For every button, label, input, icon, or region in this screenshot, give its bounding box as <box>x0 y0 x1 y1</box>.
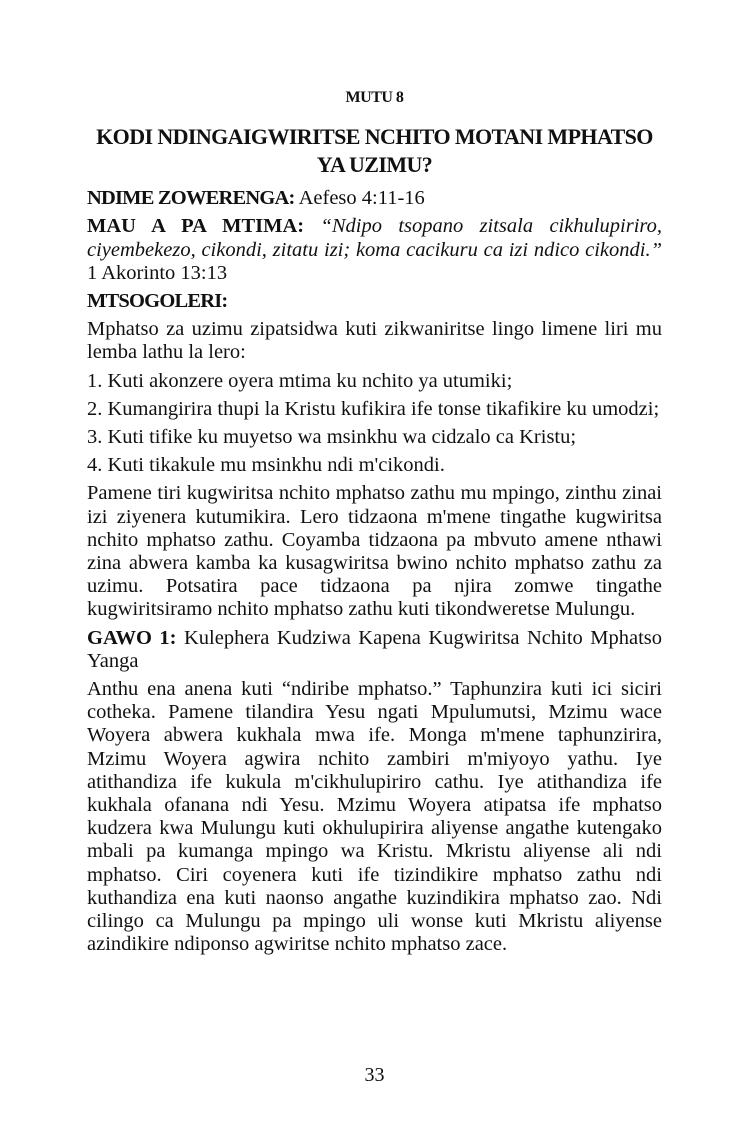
reading-value: Aefeso 4:11-16 <box>298 187 425 210</box>
reading-label: NDIME ZOWERENGA: <box>87 187 295 210</box>
memory-verse-reference: 1 Akorinto 13:13 <box>87 261 228 284</box>
section-title: Kulephera Kudziwa Kapena Kugwiritsa Nchito Mphatso Yanga <box>87 626 662 672</box>
section-label: GAWO 1: <box>87 626 177 649</box>
page-body <box>87 86 662 962</box>
list-item: 3. Kuti tifike ku muyetso wa msinkhu wa cidzalo ca Kristu; <box>87 426 577 449</box>
section-heading <box>87 627 662 673</box>
memory-verse-quote: “Ndipo tsopano zitsala cikhulupiriro, ciyembekezo, cikondi, zitatu izi; koma cacikuru ca izi ndico cikondi.” <box>87 215 662 261</box>
list-item: 4. Kuti tikakule mu msinkhu ndi m'cikondi. <box>87 454 445 477</box>
intro-heading: MTSOGOLERI: <box>87 290 228 313</box>
list-item: 2. Kumangirira thupi la Kristu kufikira ife tonse tikafikire ku umodzi; <box>87 397 660 420</box>
body-paragraph: Pamene tiri kugwiritsa nchito mphatso zathu mu mpingo, zinthu zinai izi ziyenera kutumikira. Lero tidzaona m'mene tingathe kugwiritsa nchito mphatso zathu. Coyamba tidzaona pa mbvuto amene nthawi zina abwera kamba ka kusagwiritsa bwino nchito mphatso zathu za uzimu. Potsatira pace tidzaona pa njira zomwe tingathe kugwiritsiramo nchito mphatso zathu kuti tikondweretse Mulungu. <box>87 482 662 621</box>
memory-verse <box>87 215 662 285</box>
page-number: 33 <box>364 1064 385 1086</box>
memory-verse-label: MAU A PA MTIMA: <box>87 215 305 238</box>
chapter-label: MUTU 8 <box>345 89 404 106</box>
body-paragraph: Anthu ena anena kuti “ndiribe mphatso.” Taphunzira kuti ici siciri cotheka. Pamene tilandira Yesu ngati Mpulumutsi, Mzimu wace Woyera abwera kukhala mwa ife. Monga m'mene taphunzirira, Mzimu Woyera agwira nchito zambiri m'miyoyo yathu. Iye atithandiza ife kukula m'cikhulupiriro cathu. Iye atithandiza ife kukhala ofanana ndi Yesu. Mzimu Woyera atipatsa ife mphatso kudzera kwa Mulungu kuti okhulupirira aliyense angathe kutengako mbali pa kumanga mpingo wa Kristu. Mkristu aliyense ali ndi mphatso. Ciri coyenera kuti ife tizindikire mphatso zathu ndi kuthandiza ena kuti naonso angathe kuzindikira mphatso zao. Ndi cilingo ca Mulungu pa mpingo uli wonse kuti Mkristu aliyense azindikire ndiponso agwiritse nchito mphatso zace. <box>87 678 662 956</box>
chapter-title: KODI NDINGAIGWIRITSE NCHITO MOTANI MPHATSO YA UZIMU? <box>96 124 653 178</box>
reading-line <box>87 187 662 210</box>
list-item: 1. Kuti akonzere oyera mtima ku nchito ya utumiki; <box>87 369 513 392</box>
intro-paragraph: Mphatso za uzimu zipatsidwa kuti zikwaniritse lingo limene liri mu lemba lathu la lero: <box>87 318 662 364</box>
